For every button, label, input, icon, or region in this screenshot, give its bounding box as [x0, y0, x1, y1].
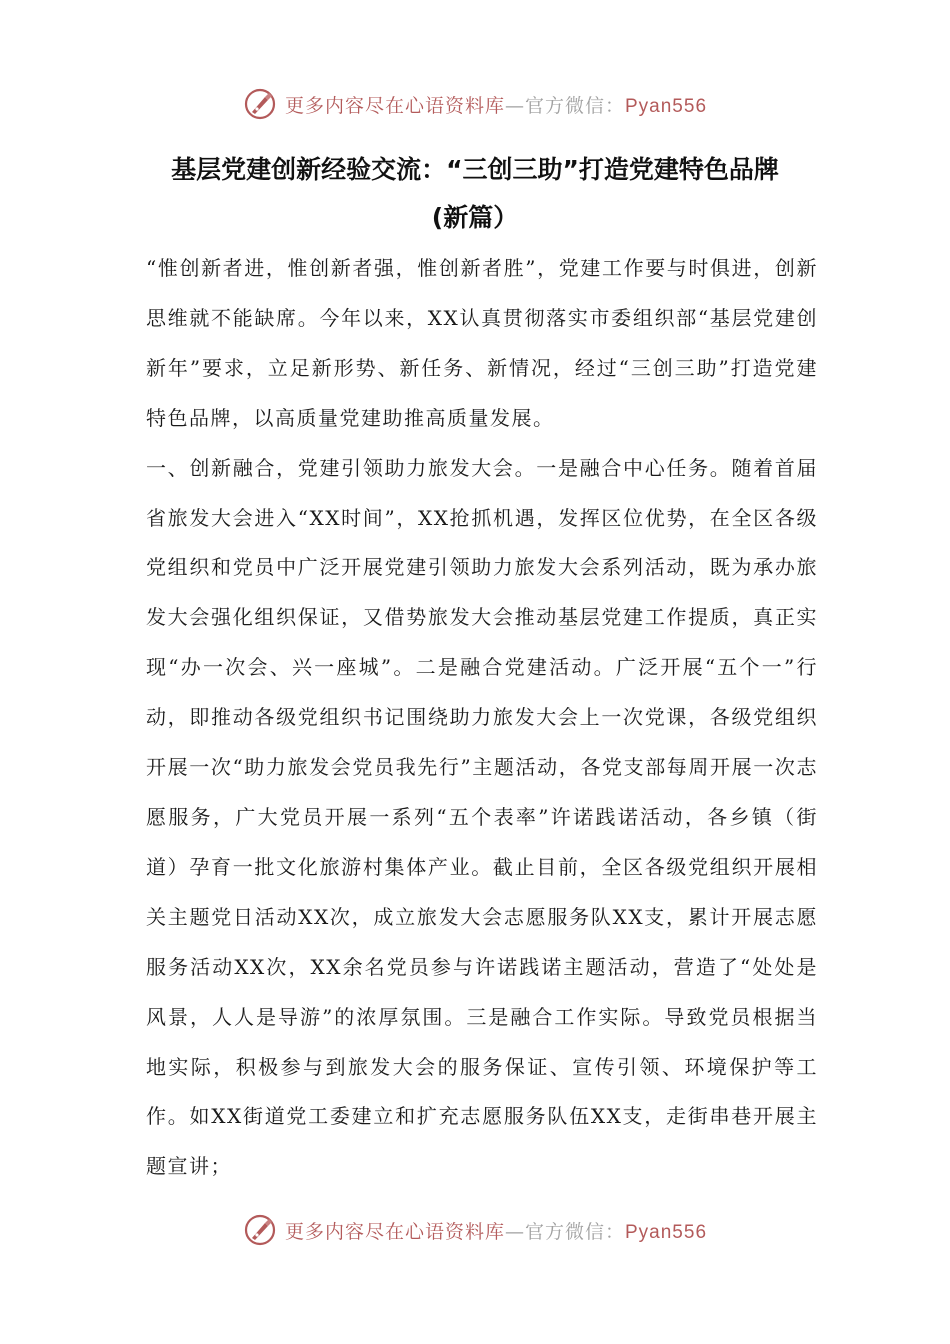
document-body — [146, 244, 818, 1192]
pen-nib-logo-icon — [243, 1213, 277, 1247]
watermark-dash: — — [504, 94, 525, 117]
watermark-text — [285, 91, 707, 118]
document-title-line-2: (新篇） — [431, 203, 519, 232]
watermark-wechat-label: 官方微信： — [524, 1220, 625, 1243]
document-title-line-1: 基层党建创新经验交流：“三创三助”打造党建特色品牌 — [171, 155, 779, 184]
watermark-site-text: 更多内容尽在心语资料库 — [284, 1220, 505, 1243]
watermark-site-text: 更多内容尽在心语资料库 — [284, 94, 505, 117]
watermark-wechat-id: Pyan556 — [625, 1221, 708, 1243]
watermark-wechat-id: Pyan556 — [625, 95, 708, 117]
footer-watermark-banner — [0, 1210, 950, 1250]
pen-nib-logo-icon — [243, 87, 277, 121]
header-watermark-banner — [0, 84, 950, 124]
paragraph-intro: “惟创新者进，惟创新者强，惟创新者胜”，党建工作要与时俱进，创新思维就不能缺席。今年以来，XX认真贯彻落实市委组织部“基层党建创新年”要求，立足新形势、新任务、新情况，经过“三创三助”打造党建特色品牌，以高质量党建助推高质量发展。 — [146, 256, 818, 430]
watermark-dash: — — [504, 1220, 525, 1243]
watermark-text — [285, 1217, 707, 1244]
watermark-wechat-label: 官方微信： — [524, 94, 625, 117]
paragraph-section-one: 一、创新融合，党建引领助力旅发大会。一是融合中心任务。随着首届省旅发大会进入“XX时间”，XX抢抓机遇，发挥区位优势，在全区各级党组织和党员中广泛开展党建引领助力旅发大会系列活动，既为承办旅发大会强化组织保证，又借势旅发大会推动基层党建工作提质，真正实现“办一次会、兴一座城”。二是融合党建活动。广泛开展“五个一”行动，即推动各级党组织书记围绕助力旅发大会上一次党课，各级党组织开展一次“助力旅发会党员我先行”主题活动，各党支部每周开展一次志愿服务，广大党员开展一系列“五个表率”许诺践诺活动，各乡镇（街道）孕育一批文化旅游村集体产业。截止目前，全区各级党组织开展相关主题党日活动XX次，成立旅发大会志愿服务队XX支，累计开展志愿服务活动XX次，XX余名党员参与许诺践诺主题活动，营造了“处处是风景，人人是导游”的浓厚氛围。三是融合工作实际。导致党员根据当地实际，积极参与到旅发大会的服务保证、宣传引领、环境保护等工作。如XX街道党工委建立和扩充志愿服务队伍XX支，走街串巷开展主题宣讲； — [146, 455, 818, 1179]
